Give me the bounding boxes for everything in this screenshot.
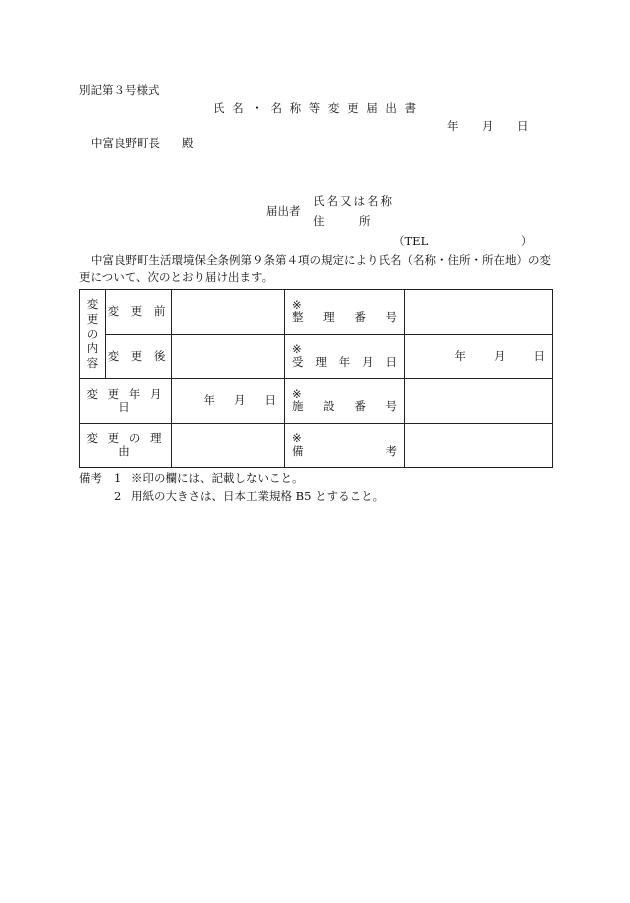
notes-label: 備考 [79,471,102,485]
change-day-unit: 日 [264,393,276,408]
before-field[interactable] [172,290,285,335]
note-number: 1 [114,471,122,485]
office-use-mark: ※ [292,431,302,446]
receipt-year-unit: 年 [454,348,466,363]
reference-number-label [285,290,405,335]
vertical-char: の [86,326,99,341]
table-row-after [80,334,553,379]
reason-label: 変 更 の 理 由 [80,423,172,468]
reference-number-field[interactable] [405,290,553,335]
label-char: 番 [354,399,366,414]
label-char: 号 [385,399,397,414]
vertical-char: 容 [86,356,99,371]
body-text-line-2: 更について、次のとおり届け出ます。 [79,270,274,284]
document-title: 氏 名 ・ 名 称 等 変 更 届 出 書 [213,101,419,115]
label-char: 番 [354,310,366,325]
receipt-date-label [285,334,405,379]
vertical-char: 内 [86,341,99,356]
label-char: 考 [385,443,397,458]
office-use-mark: ※ [292,297,302,312]
office-use-mark: ※ [292,386,302,401]
after-field[interactable] [172,334,285,379]
label-char: 理 [323,310,335,325]
label-char: 整 [292,310,304,325]
note-number: 2 [114,489,122,503]
table-row-change-date [80,379,553,424]
label-char: 理 [315,354,327,369]
label-char: 備 [292,443,304,458]
before-label: 変 更 前 [106,290,172,335]
change-date-label: 変 更 年 月 日 [80,379,172,424]
change-form-table [79,289,553,468]
recipient-honorific: 殿 [182,136,194,150]
remarks-label [285,423,405,468]
note-text: 用紙の大きさは、日本工業規格 B5 とすること。 [131,489,385,503]
applicant-tel-close: ） [521,234,533,248]
applicant-label: 届出者 [266,204,301,218]
label-char: 受 [292,354,304,369]
date-day-unit: 日 [517,119,529,133]
facility-number-field[interactable] [405,379,553,424]
remarks-field[interactable] [405,423,553,468]
date-year-unit: 年 [447,119,459,133]
applicant-tel-open: （TEL [393,234,429,248]
label-char: 月 [362,354,374,369]
change-content-header [80,290,106,379]
table-row-before [80,290,553,335]
vertical-char: 変 [86,296,99,311]
applicant-address-label: 住 所 [313,214,371,228]
reason-field[interactable] [172,423,285,468]
form-number: 別記第３号様式 [79,83,160,97]
label-char: 施 [292,399,304,414]
change-date-field[interactable] [172,379,285,424]
office-use-mark: ※ [292,342,302,357]
label-char: 年 [338,354,351,369]
recipient-name: 中富良野町長 [91,136,160,150]
change-year-unit: 年 [203,393,215,408]
label-char: 設 [323,399,335,414]
vertical-char: 更 [86,311,99,326]
receipt-date-field[interactable] [405,334,553,379]
body-text-line-1: 中富良野町生活環境保全条例第９条第４項の規定により氏名（名称・住所・所在地）の変 [91,253,551,267]
receipt-month-unit: 月 [494,348,506,363]
after-label: 変 更 後 [106,334,172,379]
facility-number-label [285,379,405,424]
label-char: 号 [385,310,397,325]
applicant-name-label: 氏名又は名称 [313,194,394,208]
table-row-reason [80,423,553,468]
change-month-unit: 月 [234,393,246,408]
receipt-day-unit: 日 [533,348,545,363]
date-month-unit: 月 [482,119,494,133]
note-text: ※印の欄には、記載しないこと。 [131,471,304,485]
label-char: 日 [385,354,397,369]
